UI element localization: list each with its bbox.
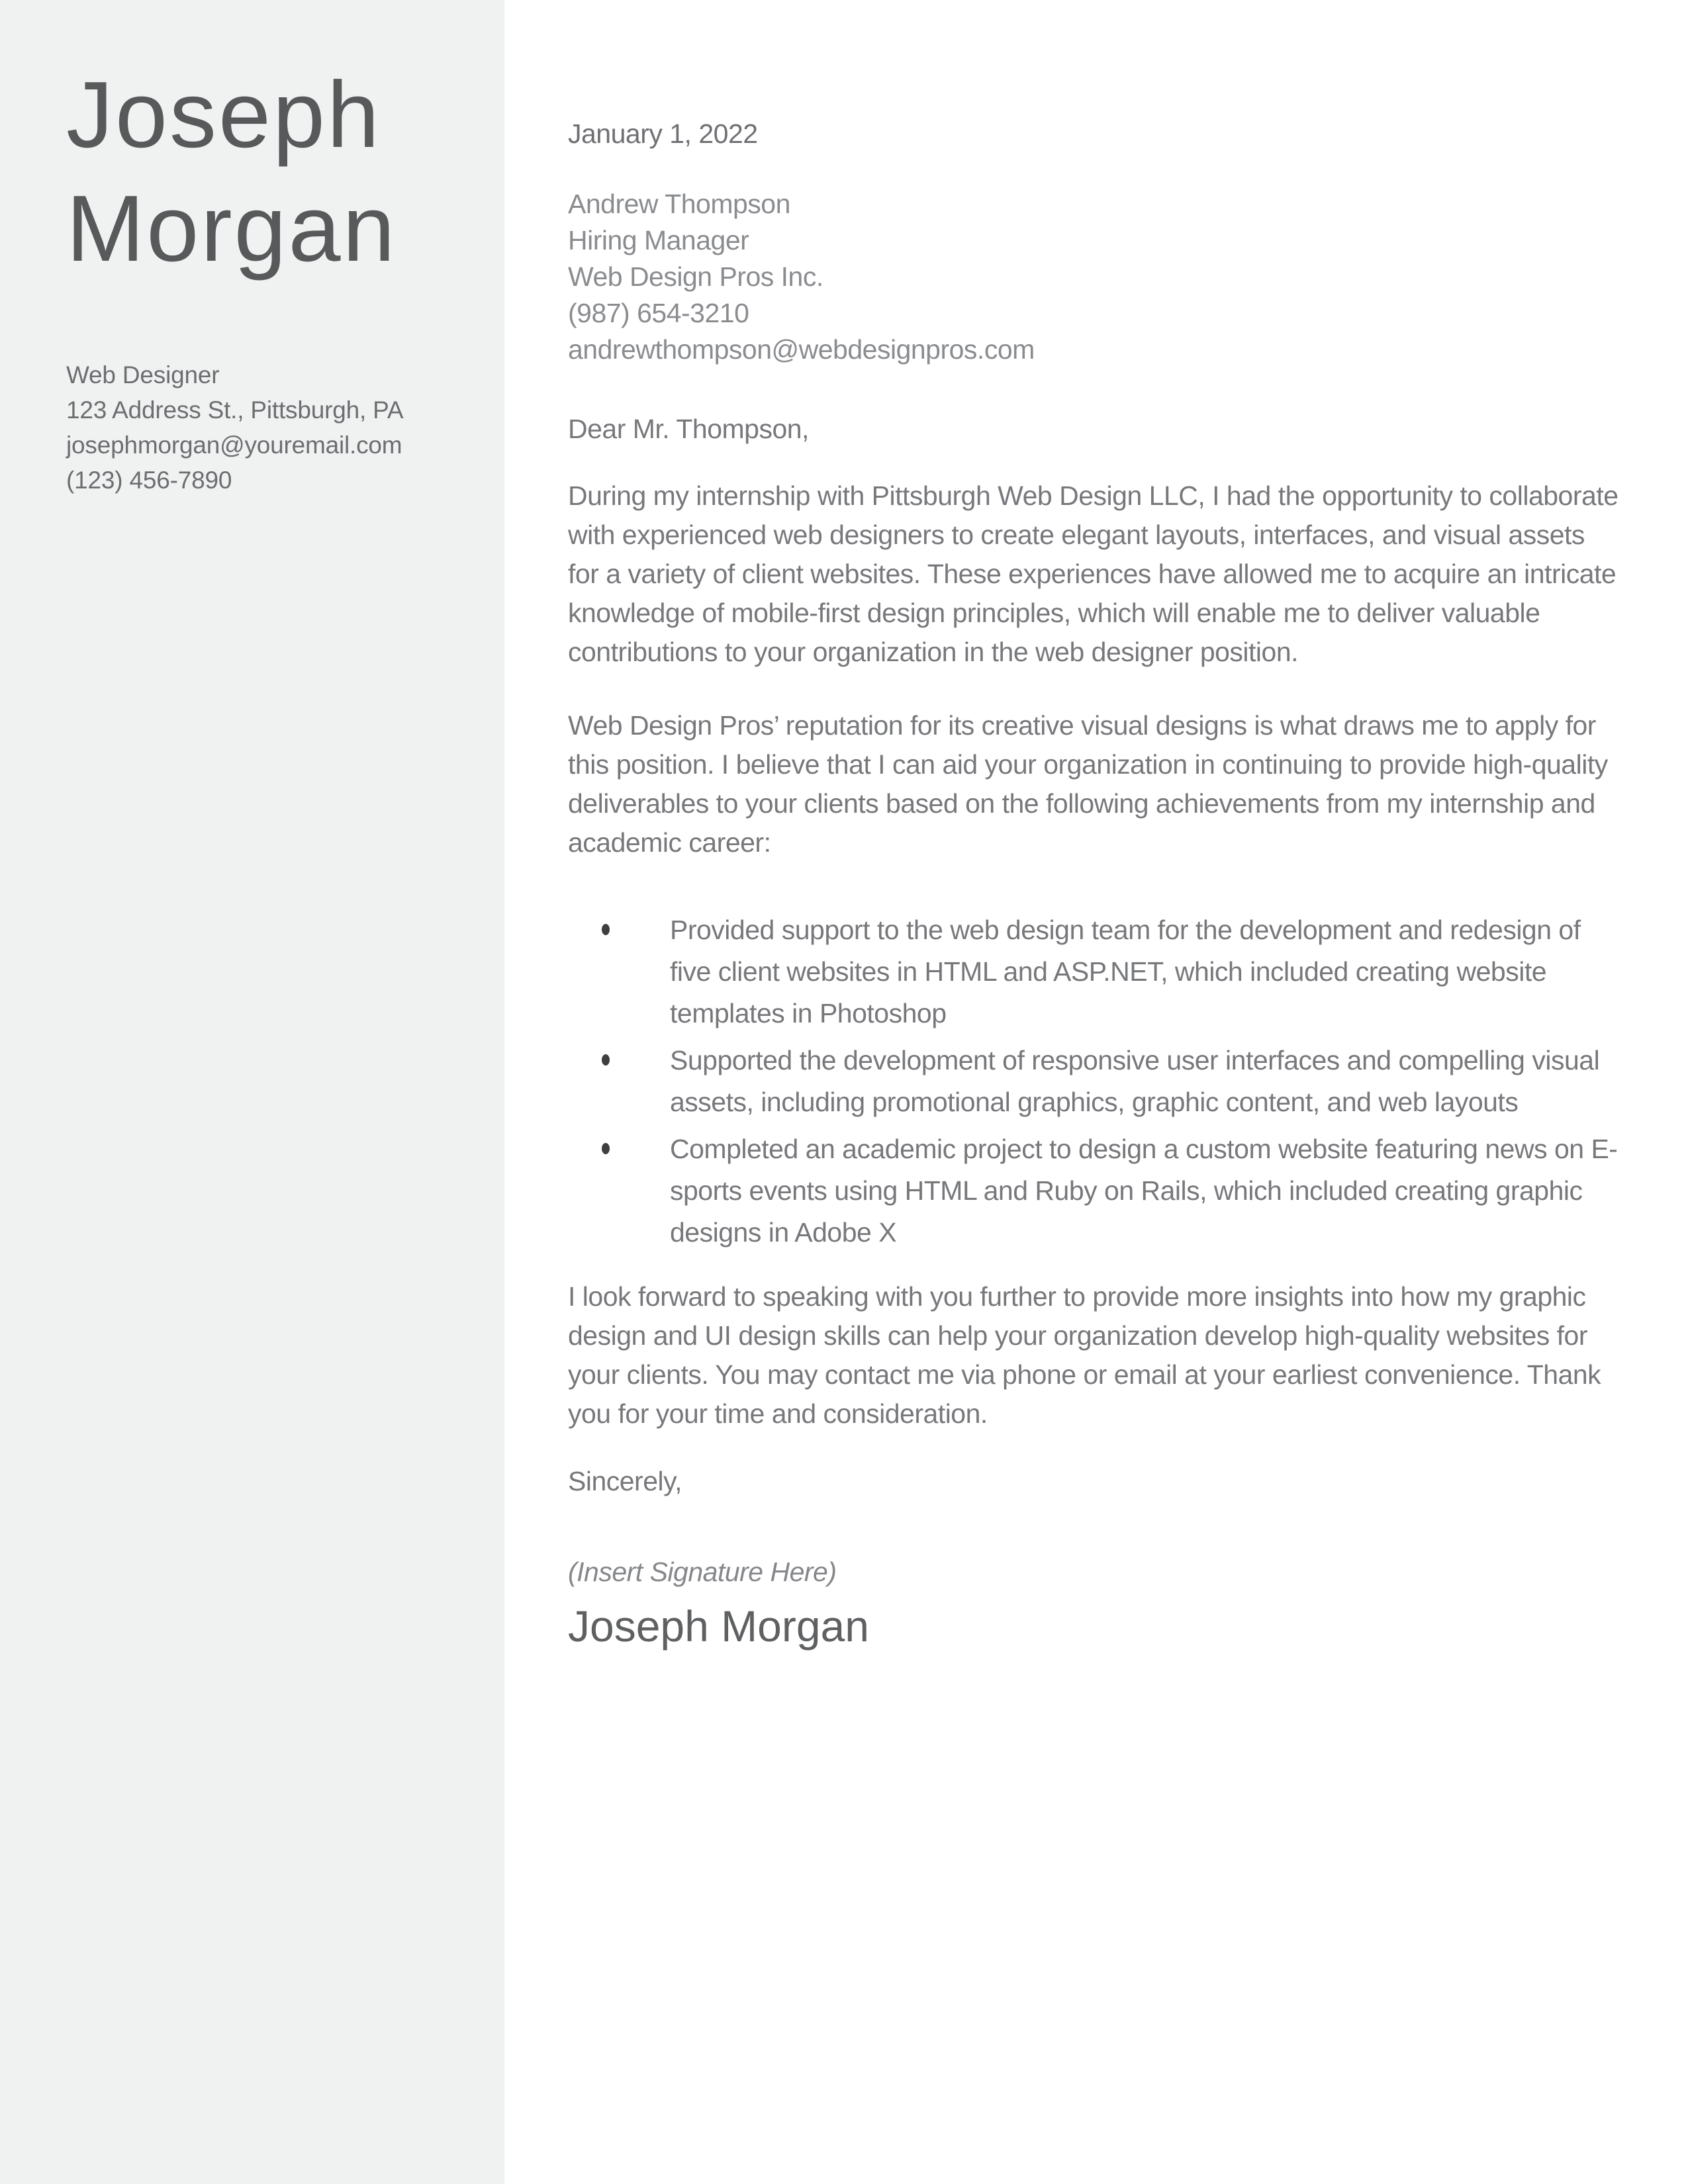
achievement-text: Completed an academic project to design a custom website featuring news on E-sports events using HTML and Ruby on Rails, which included creating graphic designs in Adobe X: [670, 1134, 1618, 1248]
sidebar: [0, 0, 504, 2184]
achievement-item: [568, 1040, 1619, 1123]
signature-placeholder: (Insert Signature Here): [568, 1557, 837, 1587]
recipient-phone: (987) 654-3210: [568, 298, 749, 328]
candidate-job-title: Web Designer: [66, 361, 220, 388]
candidate-name: [66, 58, 478, 286]
letter-date: January 1, 2022: [568, 118, 758, 149]
candidate-email: josephmorgan@youremail.com: [66, 432, 402, 459]
letter-body: [568, 0, 1619, 1653]
recipient-name: Andrew Thompson: [568, 189, 790, 219]
recipient-company: Web Design Pros Inc.: [568, 261, 823, 292]
signature-name: Joseph Morgan: [568, 1602, 869, 1651]
body-paragraph-1: During my internship with Pittsburgh Web Design LLC, I had the opportunity to collaborate with experienced web designers to create elegant layouts, interfaces, and visual assets for a variety of client websites. These experiences have allowed me to acquire an intricate knowledge of mobile-first design principles, which will enable me to deliver valuable contributions to your organization in the web designer position.: [568, 480, 1618, 667]
achievement-item: [568, 1128, 1619, 1253]
candidate-name-line1: Joseph: [66, 62, 381, 167]
bullet-icon: [602, 924, 610, 935]
candidate-name-line2: Morgan: [66, 176, 397, 281]
bullet-icon: [602, 1054, 610, 1066]
signoff: Sincerely,: [568, 1466, 682, 1496]
candidate-address: 123 Address St., Pittsburgh, PA: [66, 396, 404, 424]
achievements-list: [568, 909, 1619, 1253]
recipient-title: Hiring Manager: [568, 225, 749, 255]
salutation: Dear Mr. Thompson,: [568, 414, 809, 444]
candidate-contact-block: [66, 357, 478, 498]
recipient-email: andrewthompson@webdesignpros.com: [568, 334, 1035, 365]
candidate-phone: (123) 456-7890: [66, 467, 232, 494]
bullet-icon: [602, 1143, 610, 1154]
body-paragraph-2: Web Design Pros’ reputation for its creative visual designs is what draws me to apply for this position. I believe that I can aid your organization in continuing to provide high-quality deliverables to your clients based on the following achievements from my internship and academic career:: [568, 710, 1608, 858]
recipient-block: [568, 186, 1619, 368]
closing-paragraph: I look forward to speaking with you further to provide more insights into how my graphic design and UI design skills can help your organization develop high-quality websites for your clients. You may contact me via phone or email at your earliest convenience. Thank you for your time and consideration.: [568, 1281, 1601, 1429]
achievement-item: [568, 909, 1619, 1034]
achievement-text: Provided support to the web design team for the development and redesign of five client websites in HTML and ASP.NET, which included creating website templates in Photoshop: [670, 915, 1581, 1028]
achievement-text: Supported the development of responsive user interfaces and compelling visual assets, including promotional graphics, graphic content, and web layouts: [670, 1045, 1600, 1117]
